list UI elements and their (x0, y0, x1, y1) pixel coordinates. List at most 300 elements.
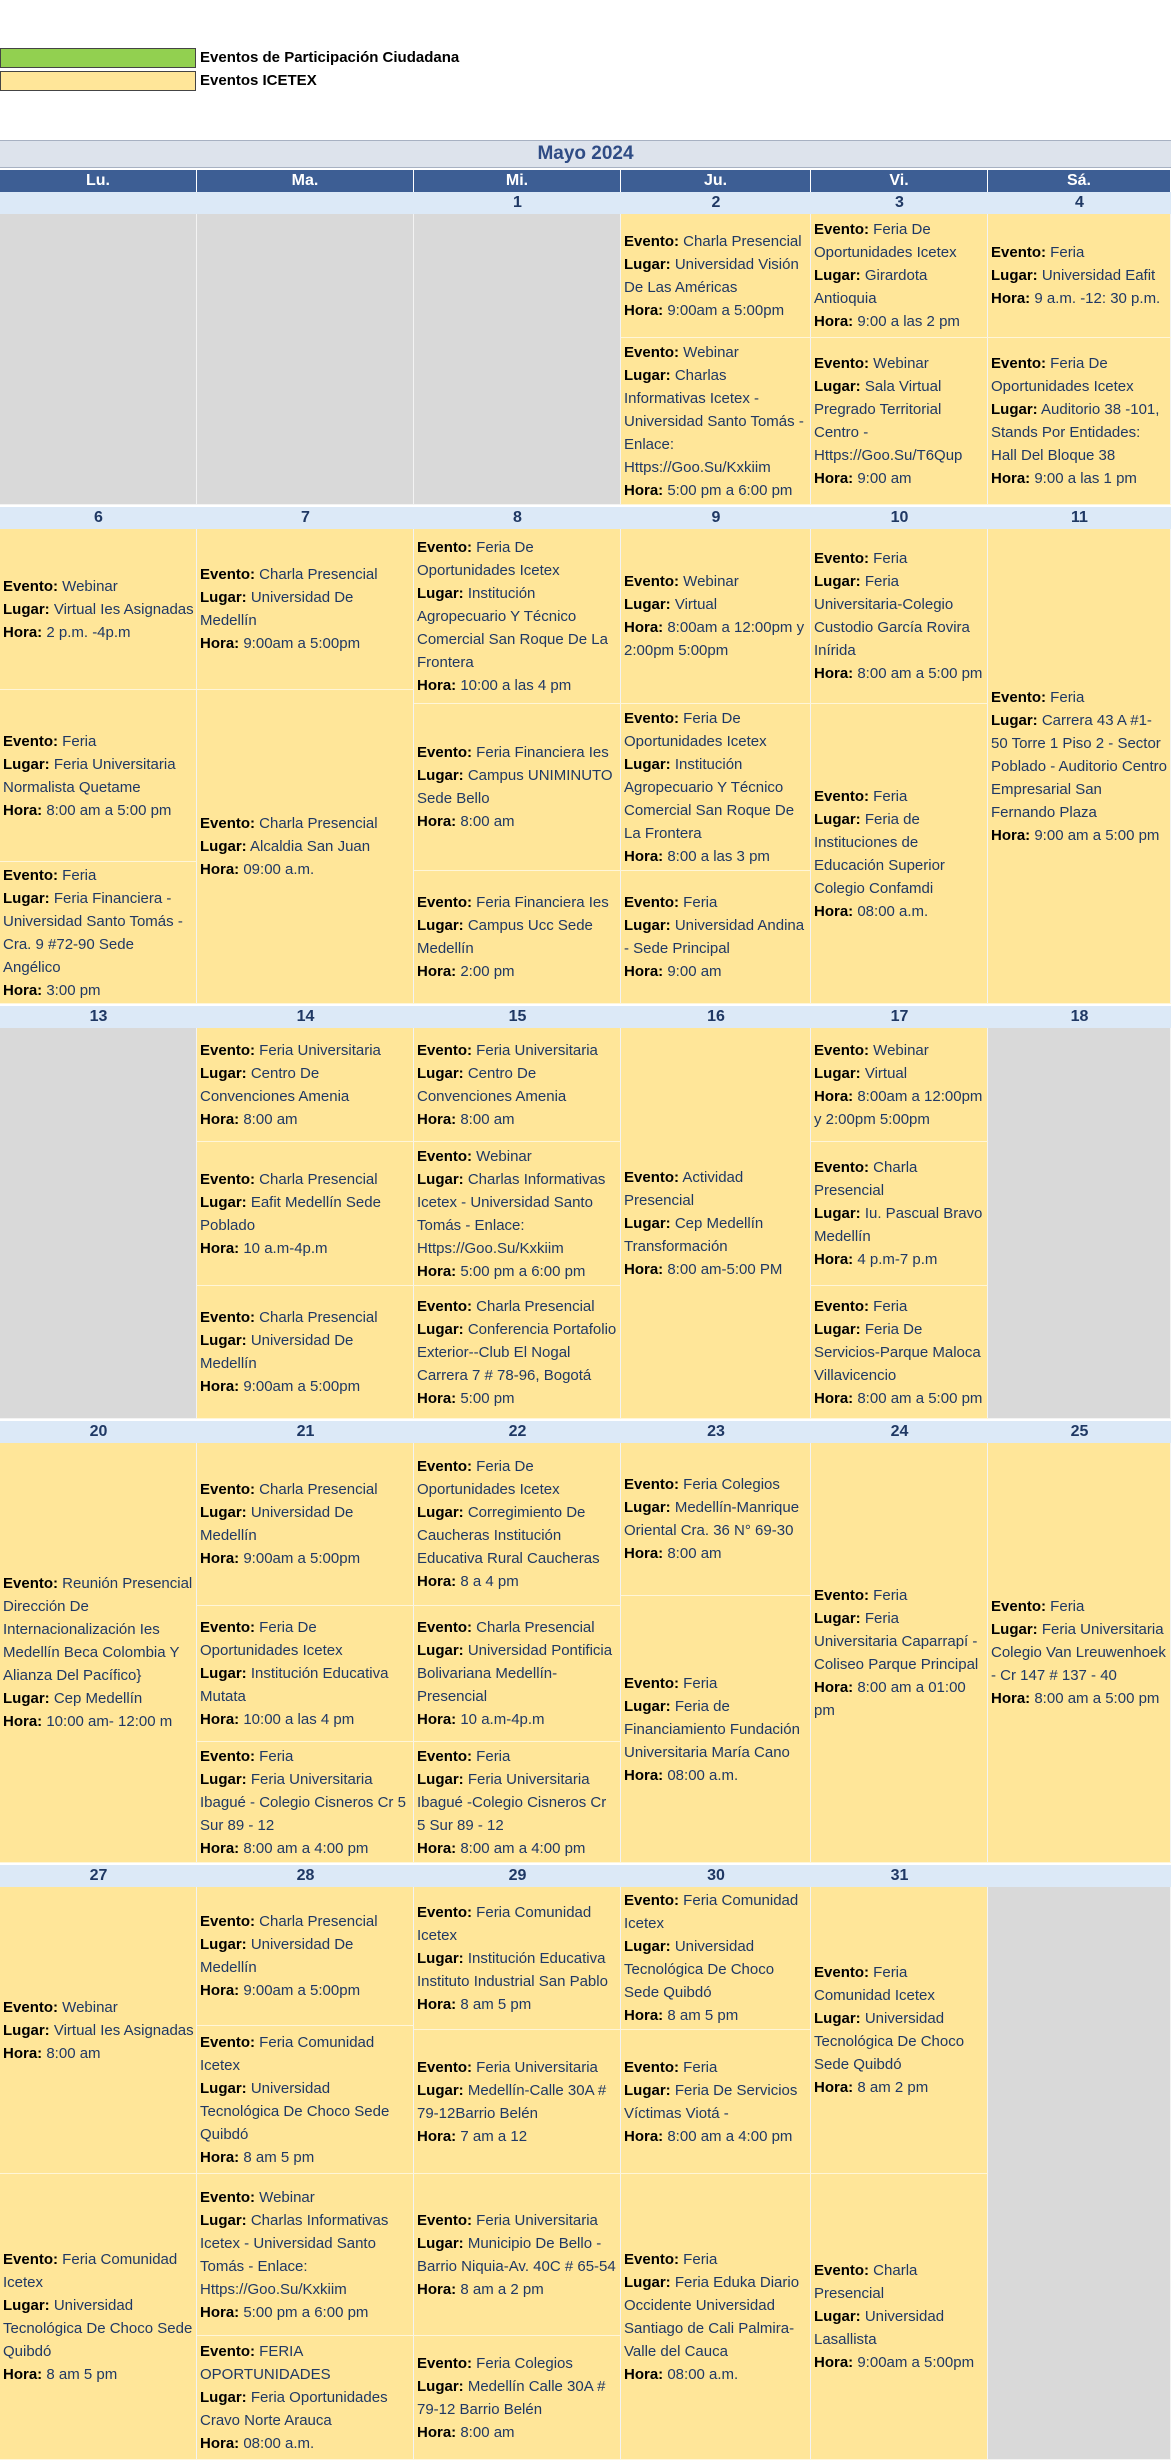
event-place-value: Universidad Pontificia Bolivariana Medellín-Presencial (417, 1642, 613, 1705)
event-name (417, 536, 618, 582)
event-time (200, 1108, 411, 1131)
event-place (200, 1768, 411, 1837)
time-label: Hora: (814, 470, 854, 487)
event-time (624, 2125, 808, 2148)
event-entry[interactable] (621, 529, 811, 704)
event-name-value: Feria Comunidad Icetex (200, 2033, 375, 2074)
place-label: Lugar: (814, 267, 861, 284)
event-name (624, 230, 808, 253)
event-time (814, 1387, 985, 1410)
time-label: Hora: (991, 470, 1031, 487)
time-label: Hora: (624, 1545, 664, 1562)
event-time-value: 7 am a 12 (456, 2127, 528, 2145)
day-number: 15 (414, 1006, 621, 1028)
name-label: Evento: (417, 2354, 473, 2372)
place-label: Lugar: (991, 401, 1038, 418)
event-place-value: Centro De Convenciones Amenia (417, 1064, 567, 1105)
event-time (624, 299, 808, 322)
event-place-value: Charlas Informativas Icetex - Universidad Santo Tomás - Enlace: Https://Goo.Su/Kxkiim (624, 366, 804, 476)
name-label: Evento: (3, 732, 59, 750)
event-entry[interactable] (197, 1606, 414, 1742)
event-entry[interactable] (414, 1286, 621, 1419)
day-cell[interactable] (988, 1028, 1171, 1419)
event-time (814, 2351, 985, 2374)
place-label: Lugar: (200, 2389, 247, 2406)
event-name-value: Feria Comunidad Icetex (417, 1903, 592, 1944)
event-place-value: Feria Universitaria Ibagué - Colegio Cisneros Cr 5 Sur 89 - 12 (200, 1770, 406, 1834)
event-entry[interactable] (988, 1443, 1171, 1863)
event-entry[interactable] (197, 2026, 414, 2174)
event-place-value: Feria De Servicios Víctimas Viotá - (624, 2081, 798, 2122)
event-name (624, 570, 808, 593)
event-entry[interactable] (811, 2174, 988, 2460)
day-number: 21 (197, 1421, 414, 1443)
event-entry[interactable] (197, 1142, 414, 1286)
event-entry[interactable] (621, 214, 811, 338)
name-label: Evento: (624, 2250, 680, 2268)
name-label: Evento: (814, 1586, 870, 1604)
event-time-value: 8:00 am (456, 813, 515, 830)
day-cell[interactable] (197, 214, 414, 505)
name-label: Evento: (417, 1903, 473, 1921)
event-place-value: Universidad Lasallista (814, 2308, 945, 2348)
place-label: Lugar: (991, 1621, 1038, 1638)
event-place-value: Institución Educativa Mutata (200, 1665, 389, 1705)
time-label: Hora: (624, 2365, 664, 2383)
place-label: Lugar: (417, 767, 464, 784)
event-place-value: Universidad Tecnológica De Choco Sede Quibdó (200, 2079, 390, 2143)
event-time-value: 8:00 am (239, 1110, 298, 1128)
day-number: 10 (811, 507, 988, 529)
day-number: 4 (988, 192, 1171, 214)
event-place-value: Campus Ucc Sede Medellín (417, 917, 593, 957)
event-time-value: 8 am a 2 pm (456, 2280, 544, 2298)
day-cell[interactable] (0, 214, 197, 505)
time-label: Hora: (814, 313, 854, 330)
event-entry[interactable] (197, 1742, 414, 1863)
place-label: Lugar: (624, 2273, 671, 2291)
event-name (200, 1168, 411, 1191)
event-entry[interactable] (414, 2030, 621, 2174)
place-label: Lugar: (417, 2377, 464, 2395)
name-label: Evento: (200, 1309, 256, 1326)
place-label: Lugar: (417, 1504, 464, 1521)
event-time-value: 08:00 a.m. (239, 2435, 315, 2452)
event-entry[interactable] (414, 1142, 621, 1286)
event-entry[interactable] (0, 1887, 197, 2174)
event-name (814, 1584, 985, 1607)
time-label: Hora: (200, 1239, 240, 1257)
event-entry[interactable] (197, 1286, 414, 1419)
event-time-value: 8:00am a 12:00pm y 2:00pm 5:00pm (624, 619, 805, 659)
event-name (624, 707, 808, 753)
event-place-value: Feria Universitaria Ibagué -Colegio Cisneros Cr 5 Sur 89 - 12 (417, 1770, 607, 1834)
event-entry[interactable] (197, 529, 414, 690)
event-place (200, 1062, 411, 1108)
event-name-value: Webinar (869, 1041, 929, 1059)
event-place-value: Carrera 43 A #1-50 Torre 1 Piso 2 - Sector Poblado - Auditorio Centro Empresarial San Fernando Plaza (991, 711, 1167, 821)
event-place (624, 2079, 808, 2125)
time-label: Hora: (200, 1711, 240, 1728)
event-name-value: Feria Comunidad Icetex (814, 1964, 935, 2004)
name-label: Evento: (624, 2058, 680, 2076)
event-place-value: Virtual (670, 596, 718, 613)
name-label: Evento: (3, 1575, 59, 1592)
place-label: Lugar: (624, 2081, 671, 2099)
day-number: 1 (414, 192, 621, 214)
event-place-value: Feria de Instituciones de Educación Superior Colegio Confamdi (814, 810, 945, 897)
event-place (417, 1168, 618, 1260)
name-label: Evento: (814, 221, 870, 238)
event-entry[interactable] (988, 338, 1171, 505)
event-time (417, 1708, 618, 1731)
name-label: Evento: (814, 355, 870, 372)
event-place (200, 1662, 411, 1708)
event-entry[interactable] (811, 1028, 988, 1142)
event-place-value: Girardota Antioquia (814, 267, 928, 307)
event-entry[interactable] (811, 529, 988, 704)
event-time (200, 2301, 411, 2324)
event-time (3, 2042, 194, 2065)
event-name-value: Webinar (58, 577, 118, 595)
name-label: Evento: (624, 1892, 680, 1909)
event-name (200, 1616, 411, 1662)
event-place (3, 1687, 194, 1710)
name-label: Evento: (814, 550, 870, 567)
event-name (624, 1473, 808, 1496)
day-number: 27 (0, 1865, 197, 1887)
day-number: 2 (621, 192, 811, 214)
event-name (3, 730, 194, 753)
event-name-value: Webinar (255, 2188, 315, 2206)
name-label: Evento: (624, 232, 680, 250)
place-label: Lugar: (417, 1320, 464, 1338)
event-name (624, 341, 808, 364)
time-label: Hora: (624, 1766, 664, 1784)
event-place-value: Universidad Tecnológica De Choco Sede Quibdó (624, 1938, 775, 2001)
event-entry[interactable] (621, 2174, 811, 2460)
event-time-value: 8 am 2 pm (853, 2079, 929, 2096)
name-label: Evento: (814, 1297, 870, 1315)
event-name (624, 1889, 808, 1935)
event-place (624, 2271, 808, 2363)
event-time-value: 10 a.m-4p.m (239, 1239, 328, 1257)
event-entry[interactable] (414, 1028, 621, 1142)
event-entry[interactable] (811, 1286, 988, 1419)
month-title: Mayo 2024 (0, 140, 1171, 168)
event-name-value: Feria (869, 1586, 908, 1604)
name-label: Evento: (417, 1747, 473, 1765)
event-entry[interactable] (0, 529, 197, 690)
event-name (417, 1295, 618, 1318)
event-place (814, 375, 985, 467)
time-label: Hora: (417, 1711, 457, 1728)
event-place-value: Universidad De Medellín (200, 1504, 354, 1544)
time-label: Hora: (624, 619, 664, 636)
event-entry[interactable] (621, 1028, 811, 1419)
event-entry[interactable] (414, 1443, 621, 1606)
day-number: 29 (414, 1865, 621, 1887)
name-label: Evento: (200, 566, 256, 583)
event-place-value: Medellín Calle 30A # 79-12 Barrio Belén (417, 2377, 606, 2418)
event-name (991, 241, 1168, 264)
event-entry[interactable] (0, 690, 197, 862)
event-place (3, 887, 194, 979)
time-label: Hora: (3, 2044, 43, 2062)
place-label: Lugar: (814, 2010, 861, 2027)
event-entry[interactable] (414, 1887, 621, 2030)
event-time (417, 1260, 618, 1283)
place-label: Lugar: (417, 2234, 464, 2252)
place-label: Lugar: (417, 917, 464, 934)
event-name (417, 891, 618, 914)
time-label: Hora: (417, 1389, 457, 1407)
event-entry[interactable] (621, 338, 811, 505)
time-label: Hora: (417, 2423, 457, 2441)
event-time-value: 5:00 pm a 6:00 pm (456, 1262, 586, 1280)
event-name (991, 686, 1168, 709)
day-cell[interactable] (414, 214, 621, 505)
event-name (200, 2186, 411, 2209)
event-time-value: 8:00 am (42, 2044, 101, 2062)
time-label: Hora: (3, 2365, 43, 2383)
event-place (624, 914, 808, 960)
event-entry[interactable] (197, 1028, 414, 1142)
place-label: Lugar: (814, 573, 861, 590)
time-label: Hora: (814, 665, 854, 682)
event-name-value: Feria Comunidad Icetex (624, 1892, 799, 1932)
event-name (814, 1295, 985, 1318)
place-label: Lugar: (417, 1642, 464, 1659)
event-place (624, 1695, 808, 1764)
event-entry[interactable] (811, 214, 988, 338)
event-place (417, 1639, 618, 1708)
event-place-value: Conferencia Portafolio Exterior--Club El Nogal Carrera 7 # 78-96, Bogotá (417, 1320, 617, 1384)
name-label: Evento: (200, 1170, 256, 1188)
event-time-value: 10:00 am- 12:00 m (42, 1713, 173, 1730)
event-name-value: Feria De Oportunidades Icetex (417, 538, 560, 579)
event-place-value: Feria Oportunidades Cravo Norte Arauca (200, 2389, 388, 2429)
event-time (624, 1764, 808, 1787)
event-name-value: Charla Presencial (472, 1619, 595, 1636)
event-entry[interactable] (0, 862, 197, 1004)
event-time-value: 4 p.m-7 p.m (853, 1251, 938, 1268)
event-entry[interactable] (414, 1606, 621, 1742)
event-time (200, 1375, 411, 1398)
place-label: Lugar: (200, 2079, 247, 2097)
event-place (814, 1607, 985, 1676)
day-number: 9 (621, 507, 811, 529)
event-entry[interactable] (197, 690, 414, 1004)
place-label: Lugar: (814, 1064, 861, 1082)
event-entry[interactable] (811, 704, 988, 1004)
event-name (417, 1145, 618, 1168)
event-place-value: Universidad Andina - Sede Principal (624, 917, 805, 957)
event-entry[interactable] (197, 2174, 414, 2336)
event-place (991, 264, 1168, 287)
place-label: Lugar: (417, 1170, 464, 1188)
time-label: Hora: (814, 902, 854, 920)
time-label: Hora: (814, 1389, 854, 1407)
name-label: Evento: (991, 355, 1047, 372)
event-place (417, 2232, 618, 2278)
event-place (417, 1947, 618, 1993)
name-label: Evento: (200, 2188, 256, 2206)
event-place (624, 1496, 808, 1542)
event-name-value: Charla Presencial (255, 1481, 378, 1498)
event-entry[interactable] (621, 704, 811, 871)
event-time-value: 8 a 4 pm (456, 1573, 519, 1590)
name-label: Evento: (200, 1747, 256, 1765)
event-entry[interactable] (414, 704, 621, 871)
event-place-value: Campus UNIMINUTO Sede Bello (417, 767, 613, 807)
time-label: Hora: (417, 963, 457, 980)
event-place (417, 914, 618, 960)
event-entry[interactable] (621, 2030, 811, 2174)
event-time (814, 1676, 985, 1722)
event-place (200, 2209, 411, 2301)
event-name-value: Feria Universitaria (472, 2211, 598, 2229)
event-time-value: 08:00 a.m. (663, 1766, 739, 1784)
day-number: 7 (197, 507, 414, 529)
day-number: 18 (988, 1006, 1171, 1028)
event-name (200, 1306, 411, 1329)
event-place (200, 1329, 411, 1375)
event-name (814, 785, 985, 808)
event-name (3, 575, 194, 598)
name-label: Evento: (624, 894, 680, 911)
place-label: Lugar: (624, 1938, 671, 1955)
event-name (200, 2340, 411, 2386)
event-name-value: Feria De Oportunidades Icetex (624, 709, 767, 750)
event-name-value: Charla Presencial (472, 1297, 595, 1315)
event-time (624, 960, 808, 983)
event-place (624, 364, 808, 479)
event-time (417, 1837, 618, 1860)
name-label: Evento: (624, 1168, 680, 1186)
event-place-value: Municipio De Bello - Barrio Niquia-Av. 40C # 65-54 (417, 2234, 616, 2275)
event-name (814, 1961, 985, 2007)
event-entry[interactable] (414, 1742, 621, 1863)
event-entry[interactable] (811, 1142, 988, 1286)
event-name-value: Charla Presencial (255, 1309, 378, 1326)
day-cell[interactable] (0, 1028, 197, 1419)
event-entry[interactable] (0, 2174, 197, 2460)
event-time-value: 08:00 a.m. (663, 2365, 739, 2383)
event-entry[interactable] (414, 2174, 621, 2336)
event-time (417, 674, 618, 697)
day-cell[interactable] (988, 1887, 1171, 2460)
event-time (200, 1979, 411, 2002)
event-time-value: 8:00 am-5:00 PM (663, 1260, 783, 1278)
event-name-value: FERIA OPORTUNIDADES (200, 2343, 331, 2383)
name-label: Evento: (814, 1041, 870, 1059)
event-name (3, 1996, 194, 2019)
event-entry[interactable] (621, 1887, 811, 2030)
name-label: Evento: (417, 2058, 473, 2076)
event-entry[interactable] (811, 1887, 988, 2174)
legend-swatch-participation (0, 48, 196, 68)
event-entry[interactable] (811, 338, 988, 505)
event-place-value: Virtual (860, 1064, 908, 1082)
event-place (200, 835, 411, 858)
event-entry[interactable] (0, 1443, 197, 1863)
event-name-value: Feria (869, 1297, 908, 1315)
weekday-header-lu: Lu. (0, 170, 197, 192)
event-time-value: 8:00 a las 3 pm (663, 847, 770, 865)
event-entry[interactable] (988, 214, 1171, 338)
place-label: Lugar: (624, 1214, 671, 1232)
event-entry[interactable] (621, 1596, 811, 1863)
day-number: 17 (811, 1006, 988, 1028)
event-name-value: Feria Financiera Ies (472, 894, 609, 911)
event-entry[interactable] (197, 1443, 414, 1606)
place-label: Lugar: (624, 1697, 671, 1715)
event-place (814, 2305, 985, 2351)
event-entry[interactable] (414, 871, 621, 1004)
name-label: Evento: (3, 1998, 59, 2016)
place-label: Lugar: (3, 600, 50, 618)
time-label: Hora: (991, 826, 1031, 844)
time-label: Hora: (200, 1110, 240, 1128)
event-time-value: 8:00 am (456, 1110, 515, 1128)
event-place-value: Universidad De Medellín (200, 1332, 354, 1372)
legend-participation (0, 46, 459, 69)
place-label: Lugar: (417, 2081, 464, 2099)
event-name (814, 2259, 985, 2305)
place-label: Lugar: (200, 589, 247, 606)
event-name-value: Webinar (58, 1998, 118, 2016)
day-number: 13 (0, 1006, 197, 1028)
event-entry[interactable] (811, 1443, 988, 1863)
event-time-value: 9:00 a las 1 pm (1030, 470, 1137, 487)
event-name-value: Feria De Oportunidades Icetex (991, 355, 1134, 395)
name-label: Evento: (624, 343, 680, 361)
event-time (3, 799, 194, 822)
name-label: Evento: (991, 1598, 1047, 1615)
place-label: Lugar: (417, 1064, 464, 1082)
day-number: 22 (414, 1421, 621, 1443)
event-place (814, 808, 985, 900)
event-name-value: Feria (58, 732, 97, 750)
event-place-value: Universidad Tecnológica De Choco Sede Quibdó (814, 2010, 965, 2073)
event-place-value: Charlas Informativas Icetex - Universidad Santo Tomás - Enlace: Https://Goo.Su/Kxkiim (200, 2211, 389, 2298)
event-name-value: Feria De Oportunidades Icetex (814, 221, 957, 261)
event-time-value: 8:00 am a 5:00 pm (42, 801, 172, 819)
event-time-value: 5:00 pm (456, 1389, 515, 1407)
event-entry[interactable] (621, 871, 811, 1004)
event-entry[interactable] (988, 529, 1171, 1004)
event-place (417, 2079, 618, 2125)
day-number: 23 (621, 1421, 811, 1443)
event-entry[interactable] (414, 529, 621, 704)
event-time (624, 616, 808, 662)
event-name (814, 1039, 985, 1062)
day-number: 28 (197, 1865, 414, 1887)
name-label: Evento: (417, 1619, 473, 1636)
event-entry[interactable] (414, 2336, 621, 2460)
time-label: Hora: (417, 813, 457, 830)
event-time-value: 9:00am a 5:00pm (239, 635, 361, 652)
event-place-value: Feria de Financiamiento Fundación Universitaria María Cano (624, 1697, 800, 1761)
event-entry[interactable] (197, 2336, 414, 2460)
event-time (814, 900, 985, 923)
legend-swatch-icetex (0, 71, 196, 91)
place-label: Lugar: (814, 810, 861, 828)
event-entry[interactable] (197, 1887, 414, 2026)
event-entry[interactable] (621, 1443, 811, 1596)
event-place (417, 582, 618, 674)
